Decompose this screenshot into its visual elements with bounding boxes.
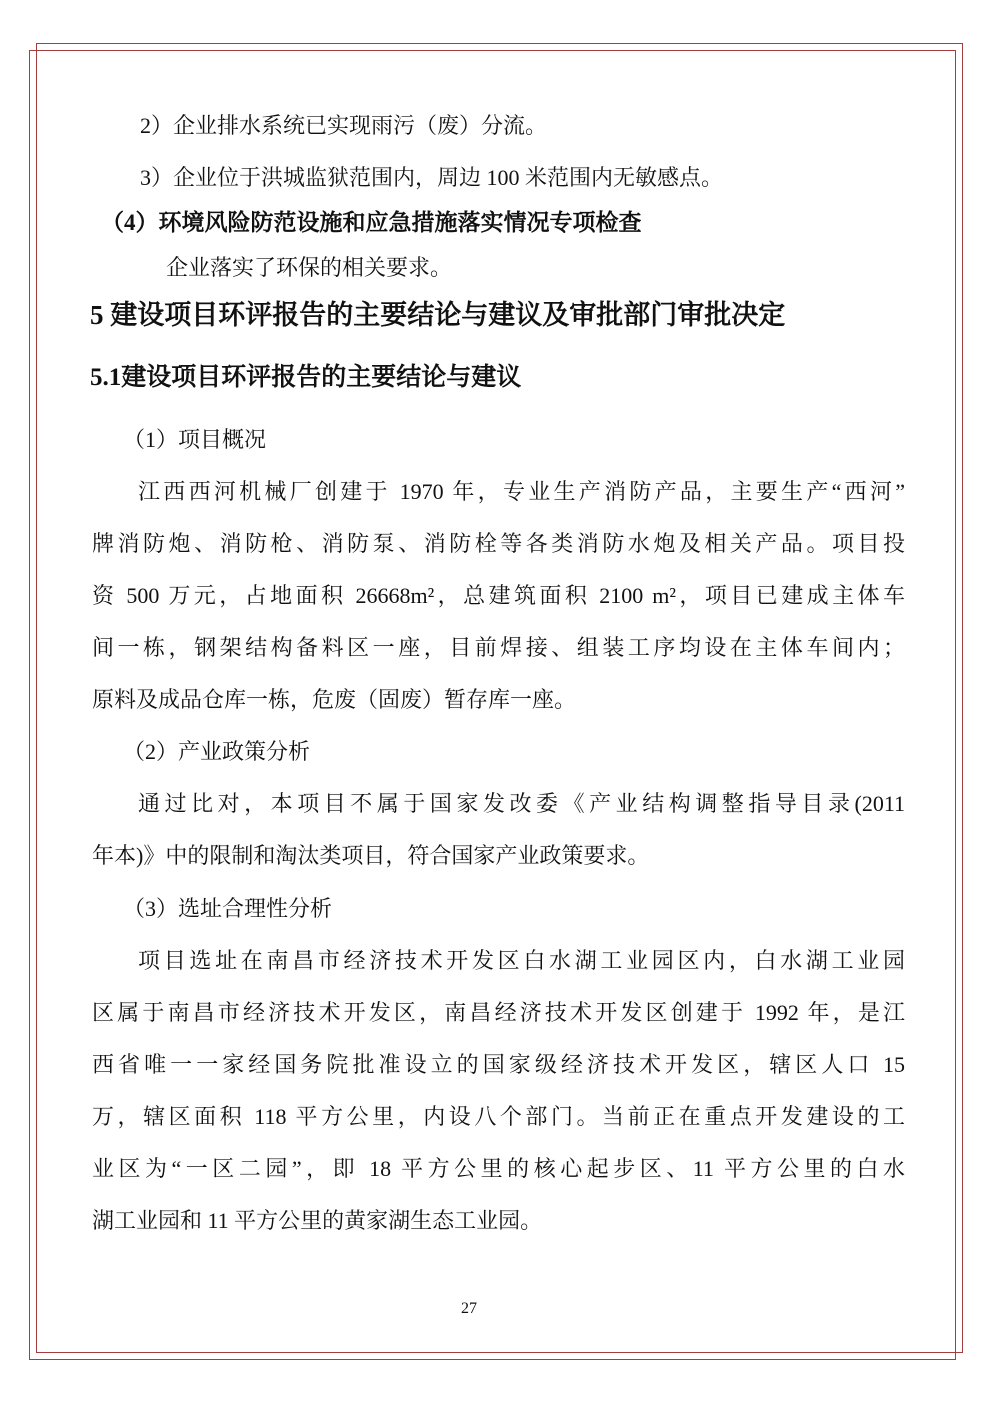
sub-item-1-label: （1）项目概况 <box>123 427 267 452</box>
sub-item-2-label: （2）产业政策分析 <box>123 739 311 764</box>
paragraph-1-line-2: 牌消防炮、消防枪、消防泵、消防栓等各类消防水炮及相关产品。项目投 <box>92 531 905 556</box>
paragraph-3-line-4: 万，辖区面积 118 平方公里，内设八个部门。当前正在重点开发建设的工 <box>92 1104 905 1129</box>
page-number: 27 <box>461 1300 477 1317</box>
paragraph-1-line-3: 资 500 万元，占地面积 26668m²，总建筑面积 2100 m²，项目已建成主体车 <box>92 583 905 608</box>
section-heading: 5.1建设项目环评报告的主要结论与建议 <box>90 364 522 391</box>
list-item-2: 2）企业排水系统已实现雨污（废）分流。 <box>140 113 548 138</box>
paragraph-2-line-2: 年本)》中的限制和淘汰类项目，符合国家产业政策要求。 <box>92 843 650 868</box>
paragraph-3-line-3: 西省唯一一家经国务院批准设立的国家级经济技术开发区，辖区人口 15 <box>92 1052 905 1077</box>
paragraph-3-line-1: 项目选址在南昌市经济技术开发区白水湖工业园区内，白水湖工业园 <box>138 948 905 973</box>
spec-check-text: 企业落实了环保的相关要求。 <box>166 255 453 280</box>
paragraph-2-line-1: 通过比对，本项目不属于国家发改委《产业结构调整指导目录(2011 <box>138 791 905 816</box>
chapter-heading: 5 建设项目环评报告的主要结论与建议及审批部门审批决定 <box>90 300 786 330</box>
list-item-3: 3）企业位于洪城监狱范围内，周边 100 米范围内无敏感点。 <box>140 165 724 190</box>
sub-item-3-label: （3）选址合理性分析 <box>123 896 333 921</box>
paragraph-3-line-5: 业区为“一区二园”，即 18 平方公里的核心起步区、11 平方公里的白水 <box>92 1156 905 1181</box>
spec-check-heading: （4）环境风险防范设施和应急措施落实情况专项检查 <box>101 210 642 235</box>
paragraph-1-line-1: 江西西河机械厂创建于 1970 年，专业生产消防产品，主要生产“西河” <box>138 479 905 504</box>
paragraph-1-line-5: 原料及成品仓库一栋，危废（固废）暂存库一座。 <box>92 687 577 712</box>
paragraph-3-line-6: 湖工业园和 11 平方公里的黄家湖生态工业园。 <box>92 1208 543 1233</box>
paragraph-3-line-2: 区属于南昌市经济技术开发区，南昌经济技术开发区创建于 1992 年，是江 <box>92 1000 905 1025</box>
paragraph-1-line-4: 间一栋，钢架结构备料区一座，目前焊接、组装工序均设在主体车间内； <box>92 635 905 660</box>
